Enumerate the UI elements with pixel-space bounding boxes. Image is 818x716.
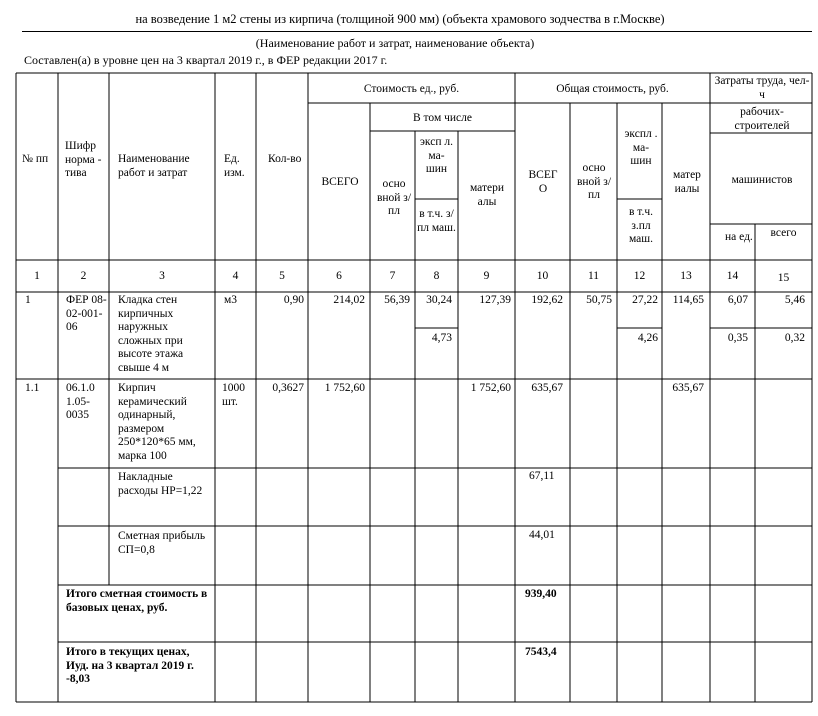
header-expl-total: экспл . ма- шин [624, 128, 658, 167]
price-level-note: Составлен(а) в уровне цен на 3 квартал 2019 г., в ФЕР редакции 2017 г. [24, 53, 388, 67]
col-number: 5 [279, 270, 285, 282]
row1-num: 1 [25, 294, 31, 306]
header-machinists: машинистов [731, 174, 793, 186]
col-number: 10 [536, 270, 549, 282]
col-number: 11 [587, 270, 600, 282]
col-number: 9 [483, 270, 490, 282]
row2-qty: 0,3627 [272, 382, 304, 394]
row1-mach-total: 0,32 [784, 332, 805, 344]
row2-total-vsego: 635,67 [531, 382, 563, 394]
col-number: 7 [389, 270, 396, 282]
row2-unit: 1000 шт. [222, 382, 245, 408]
header-mat-total: матер иалы [673, 169, 701, 195]
row1-mach-unit: 0,35 [727, 332, 748, 344]
row1-unit: м3 [224, 294, 238, 306]
row1-qty: 0,90 [283, 294, 304, 306]
row1-code: ФЕР 08-02-001-06 [66, 294, 107, 333]
header-incl-mash-total: в т.ч. з.пл маш. [628, 206, 654, 245]
col-number: 6 [336, 270, 342, 282]
row1-labor-total: 5,46 [784, 294, 805, 306]
row2-vsego: 1 752,60 [324, 382, 365, 394]
header-vsego: ВСЕГО [321, 176, 359, 188]
row1-expl: 30,24 [426, 294, 452, 306]
header-vsego-total: ВСЕГ О [528, 169, 558, 195]
header-labor: Затраты труда, чел-ч [714, 75, 810, 101]
profit-name: Сметная прибыль СП=0,8 [118, 530, 206, 556]
col-number: 2 [80, 270, 87, 282]
row1-total-vsego: 192,62 [531, 294, 563, 306]
row1-name: Кладка стен кирпичных наружных сложных при высоте этажа свыше 4 м [118, 294, 184, 374]
current-total-value: 7543,4 [525, 646, 557, 658]
row2-mat: 1 752,60 [470, 382, 511, 394]
header-name: Наименование работ и затрат [118, 153, 190, 179]
row2-total-mat: 635,67 [672, 382, 704, 394]
col-number: 4 [232, 270, 239, 282]
row2-num: 1.1 [25, 382, 40, 394]
document-title: на возведение 1 м2 стены из кирпича (толщиной 900 мм) (объекта храмового зодчества в г.Москве) [135, 12, 665, 26]
col-number: 14 [726, 270, 739, 282]
header-qty: Кол-во [268, 153, 302, 165]
row1-total-osn: 50,75 [586, 294, 612, 306]
row1-vsego: 214,02 [333, 294, 365, 306]
row1-total-expl-mash: 4,26 [637, 332, 658, 344]
header-unit: Ед. изм. [224, 153, 245, 179]
row2-code: 06.1.0 1.05-0035 [66, 382, 95, 421]
col-number: 15 [777, 272, 790, 284]
header-workers: рабочих- строителей [734, 106, 790, 132]
header-per-unit: на ед. [725, 231, 753, 243]
base-total-value: 939,40 [525, 588, 557, 600]
header-incl-mash: в т.ч. з/пл маш. [417, 208, 456, 234]
base-total-label: Итого сметная стоимость в базовых ценах, руб. [66, 588, 208, 614]
header-num: № пп [22, 153, 49, 165]
row1-total-expl: 27,22 [632, 294, 658, 306]
row1-total-mat: 114,65 [672, 294, 704, 306]
row1-mat: 127,39 [479, 294, 511, 306]
col-number: 12 [633, 270, 646, 282]
overhead-name: Накладные расходы НР=1,22 [118, 471, 203, 497]
document-subtitle: (Наименование работ и затрат, наименование объекта) [255, 36, 535, 50]
col-number: 8 [433, 270, 440, 282]
header-osn-total: осно вной з/пл [576, 162, 612, 201]
overhead-value: 67,11 [529, 470, 555, 482]
header-total: всего [770, 227, 797, 239]
header-expl: эксп л. ма- шин [420, 136, 453, 175]
col-number: 1 [34, 270, 40, 282]
header-total-cost: Общая стоимость, руб. [556, 83, 669, 95]
header-mat: матери алы [469, 182, 505, 208]
row1-expl-mash: 4,73 [431, 332, 452, 344]
row1-labor-unit: 6,07 [727, 294, 748, 306]
col-number: 3 [159, 270, 165, 282]
row1-osn: 56,39 [384, 294, 410, 306]
header-unit-cost: Стоимость ед., руб. [363, 83, 460, 95]
row2-name: Кирпич керамический одинарный, размером 250*120*65 мм, марка 100 [118, 382, 196, 462]
header-code: Шифр норма - тива [65, 140, 102, 179]
current-total-label: Итого в текущих ценах, Иуд. на 3 квартал 2019 г. -8,03 [66, 646, 194, 685]
profit-value: 44,01 [529, 529, 555, 541]
col-number: 13 [680, 270, 692, 282]
header-osn: осно вной з/пл [376, 178, 412, 217]
header-incl: В том числе [413, 112, 472, 124]
